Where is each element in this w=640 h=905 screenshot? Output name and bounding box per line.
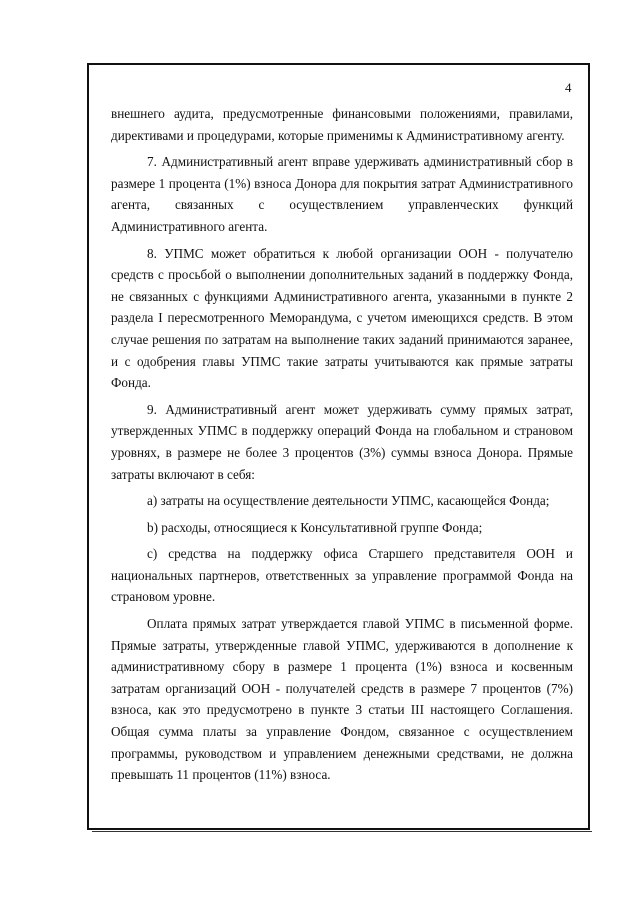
paragraph-7: 7. Административный агент вправе удерживать административный сбор в размере 1 процента (1%) взноса Донора для покрытия затрат Административного агента, связанных с осуществлением управленческих функций Административного агента. <box>111 154 573 234</box>
paragraph-direct-costs: Оплата прямых затрат утверждается главой УПМС в письменной форме. Прямые затраты, утвержденные главой УПМС, удерживаются в дополнение к административному сбору в размере 1 процента (1%) взноса и косвенным затратам организаций ООН - получателей средств в размере 7 процентов (7%) взноса, как это предусмотрено в пункте 3 статьи III настоящего Соглашения. Общая сумма платы за управление Фондом, связанное с осуществлением программы, руководством и управлением денежными средствами, не должна превышать 11 процентов (11%) взноса. <box>111 616 573 783</box>
paragraph-continuation: внешнего аудита, предусмотренные финансовыми положениями, правилами, директивами и процедурами, которые применимы к Административному агенту. <box>111 106 573 143</box>
page-number: 4 <box>565 80 572 95</box>
list-item-a: a) затраты на осуществление деятельности УПМС, касающейся Фонда; <box>147 493 550 509</box>
paragraph-8: 8. УПМС может обратиться к любой организации ООН - получателю средств с просьбой о выполнении дополнительных заданий в поддержку Фонда, не связанных с функциями Административного агента, указанными в пункте 2 раздела I пересмотренного Меморандума, с учетом имеющихся средств. В этом случае решения по затратам на выполнение таких заданий принимаются заранее, и с одобрения главы УПМС такие затраты учитываются как прямые затраты Фонда. <box>111 245 573 391</box>
document-body <box>111 103 573 791</box>
page-border-bottom-line <box>92 828 592 832</box>
paragraph-9: 9. Административный агент может удерживать сумму прямых затрат, утвержденных УПМС в поддержку операций Фонда на глобальном и страновом уровнях, в размере не более 3 процентов (3%) суммы взноса Донора. Прямые затраты включают в себя: <box>111 401 573 482</box>
list-item-b: b) расходы, относящиеся к Консультативной группе Фонда; <box>147 519 483 535</box>
list-item-c: c) средства на поддержку офиса Старшего представителя ООН и национальных партнеров, ответственных за управление программой Фонда на страновом уровне. <box>111 546 573 605</box>
